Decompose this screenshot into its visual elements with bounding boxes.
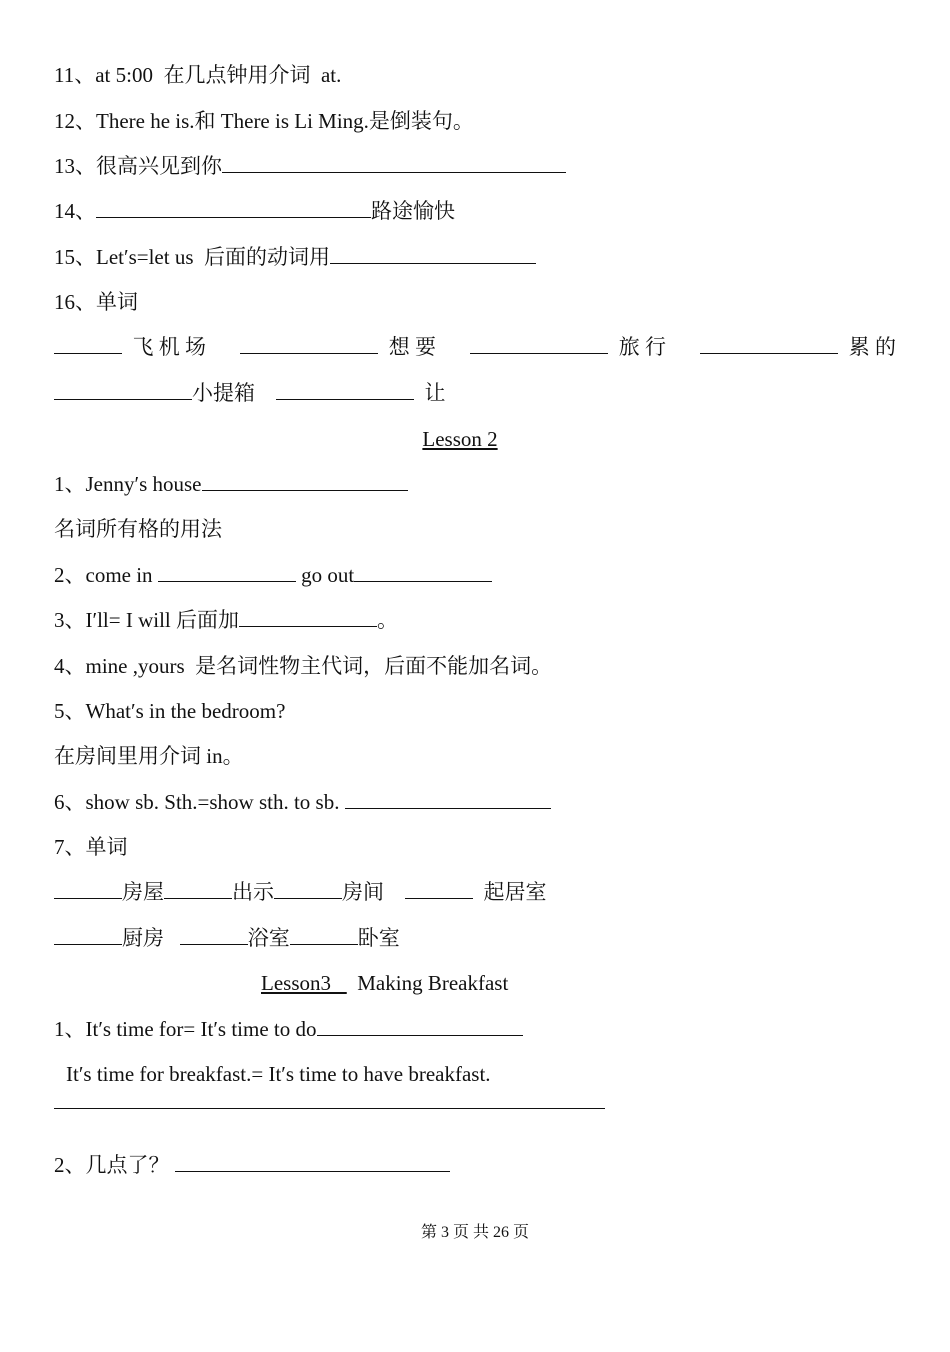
lesson2-note-5: 在房间里用介词 in。 bbox=[54, 744, 244, 768]
answer-blank[interactable] bbox=[345, 788, 551, 809]
vocab-word: 卧室 bbox=[357, 926, 400, 950]
lesson-2-title: Lesson 2 bbox=[422, 427, 498, 451]
item-14-prefix: 14、 bbox=[54, 199, 96, 223]
lesson2-item-3-end: 。 bbox=[377, 608, 399, 632]
lesson2-item-3-text: 3、I′ll= I will 后面加 bbox=[54, 608, 240, 632]
answer-blank[interactable] bbox=[290, 924, 358, 945]
vocab-word: 累 的 bbox=[848, 335, 896, 359]
answer-line[interactable] bbox=[54, 1108, 605, 1109]
item-14-text: 路途愉快 bbox=[371, 199, 455, 223]
answer-blank[interactable] bbox=[317, 1015, 523, 1036]
vocab-word: 起居室 bbox=[483, 880, 547, 904]
answer-blank[interactable] bbox=[202, 470, 408, 491]
lesson2-note-1: 名词所有格的用法 bbox=[54, 517, 222, 541]
lesson-3-subtitle: Making Breakfast bbox=[357, 971, 509, 995]
item-12: 12、There he is.和 There is Li Ming.是倒装句。 bbox=[54, 109, 474, 133]
vocab-word: 房屋 bbox=[122, 880, 164, 904]
lesson2-vocab-row-1 bbox=[54, 878, 547, 906]
lesson2-item-3 bbox=[54, 606, 398, 634]
lesson2-item-7: 7、单词 bbox=[54, 835, 128, 859]
item-13 bbox=[54, 152, 566, 180]
vocab-row-1 bbox=[54, 333, 896, 361]
vocab-word: 想 要 bbox=[388, 335, 436, 359]
vocab-word: 厨房 bbox=[122, 926, 164, 950]
lesson-3-number: Lesson3 bbox=[261, 971, 331, 995]
vocab-word: 让 bbox=[424, 381, 446, 405]
answer-blank[interactable] bbox=[330, 243, 536, 264]
answer-blank[interactable] bbox=[54, 878, 122, 899]
answer-blank[interactable] bbox=[54, 379, 192, 400]
answer-blank[interactable] bbox=[700, 333, 838, 354]
lesson3-item-2 bbox=[54, 1151, 450, 1179]
answer-blank[interactable] bbox=[239, 606, 377, 627]
vocab-word: 房间 bbox=[342, 880, 384, 904]
item-13-text: 13、很高兴见到你 bbox=[54, 154, 222, 178]
lesson2-item-2-text-a: 2、come in bbox=[54, 563, 158, 587]
lesson2-item-4: 4、mine ,yours 是名词性物主代词，后面不能加名词。 bbox=[54, 654, 553, 678]
lesson2-item-6 bbox=[54, 788, 551, 816]
item-15-text: 15、Let′s=let us 后面的动词用 bbox=[54, 245, 331, 269]
answer-blank[interactable] bbox=[175, 1151, 450, 1172]
answer-blank[interactable] bbox=[354, 561, 492, 582]
vocab-word: 浴室 bbox=[247, 926, 290, 950]
lesson2-item-5: 5、What′s in the bedroom? bbox=[54, 699, 286, 723]
vocab-entry bbox=[470, 333, 666, 361]
answer-blank[interactable] bbox=[164, 878, 232, 899]
answer-blank[interactable] bbox=[54, 333, 122, 354]
lesson2-vocab-row-2 bbox=[54, 924, 400, 952]
answer-blank[interactable] bbox=[470, 333, 608, 354]
lesson-3-title-underlined bbox=[261, 971, 347, 995]
vocab-word: 旅 行 bbox=[618, 335, 666, 359]
item-15 bbox=[54, 243, 536, 271]
lesson2-item-1 bbox=[54, 470, 408, 498]
vocab-entry bbox=[240, 333, 436, 361]
answer-blank[interactable] bbox=[222, 152, 566, 173]
lesson2-item-2-text-b: go out bbox=[295, 563, 355, 587]
vocab-entry bbox=[700, 333, 896, 361]
lesson2-item-6-text: 6、show sb. Sth.=show sth. to sb. bbox=[54, 790, 345, 814]
answer-blank[interactable] bbox=[180, 924, 248, 945]
answer-blank[interactable] bbox=[158, 561, 296, 582]
vocab-word: 小提箱 bbox=[192, 381, 255, 405]
item-11: 11、at 5:00 在几点钟用介词 at. bbox=[54, 63, 342, 87]
answer-blank[interactable] bbox=[240, 333, 378, 354]
lesson-3-title bbox=[261, 969, 508, 997]
lesson2-item-2 bbox=[54, 561, 492, 589]
vocab-row-2 bbox=[54, 379, 446, 407]
answer-blank[interactable] bbox=[54, 924, 122, 945]
item-14 bbox=[54, 197, 455, 225]
answer-blank[interactable] bbox=[96, 197, 371, 218]
vocab-word: 飞 机 场 bbox=[132, 335, 206, 359]
lesson2-item-1-text: 1、Jenny′s house bbox=[54, 472, 202, 496]
vocab-entry bbox=[54, 333, 206, 361]
item-16: 16、单词 bbox=[54, 290, 138, 314]
lesson3-item-2-text: 2、几点了？ bbox=[54, 1153, 175, 1177]
answer-blank[interactable] bbox=[274, 878, 342, 899]
vocab-word: 出示 bbox=[232, 880, 274, 904]
lesson3-item-1 bbox=[54, 1015, 523, 1043]
page-footer: 第 3 页 共 26 页 bbox=[420, 1224, 529, 1241]
answer-blank[interactable] bbox=[405, 878, 473, 899]
answer-blank[interactable] bbox=[276, 379, 414, 400]
lesson3-item-1-text: 1、It′s time for= It′s time to do bbox=[54, 1017, 317, 1041]
lesson3-example-1: It′s time for breakfast.= It′s time to have breakfast. bbox=[66, 1062, 491, 1086]
